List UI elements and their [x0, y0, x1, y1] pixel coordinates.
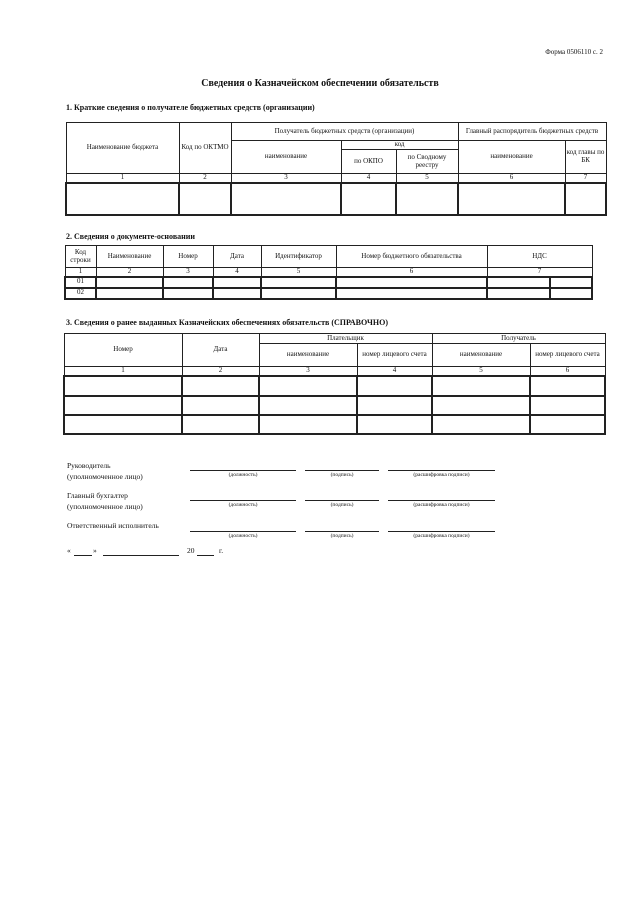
- head-decode-field[interactable]: (расшифровка подписи): [388, 470, 495, 478]
- input-cell[interactable]: [550, 277, 592, 288]
- input-cell[interactable]: [341, 183, 396, 215]
- date-year-prefix: 20: [187, 546, 195, 555]
- col-bk-code: код главы по БК: [565, 141, 606, 174]
- col-num: 2: [96, 268, 163, 277]
- executor-position-field[interactable]: (должность): [190, 531, 296, 539]
- form-number: Форма 0506110 с. 2: [545, 48, 603, 56]
- accountant-label: Главный бухгалтер: [67, 491, 128, 500]
- section1-heading: 1. Краткие сведения о получателе бюджетных средств (организации): [66, 103, 315, 112]
- head-position-field[interactable]: (должность): [190, 470, 296, 478]
- input-cell[interactable]: [357, 376, 432, 396]
- input-cell[interactable]: [530, 376, 605, 396]
- row-code: 02: [65, 288, 96, 299]
- page-title: Сведения о Казначейском обеспечении обязательств: [201, 78, 439, 89]
- section3-heading: 3. Сведения о ранее выданных Казначейских обеспечениях обязательств (СПРАВОЧНО): [66, 318, 389, 327]
- input-cell[interactable]: [530, 396, 605, 415]
- col-num: 7: [487, 268, 592, 277]
- accountant-signature-field[interactable]: (подпись): [305, 500, 379, 508]
- col-registry: по Сводному реестру: [396, 150, 458, 174]
- col-obligation: Номер бюджетного обязательства: [336, 246, 487, 268]
- col-num: 6: [336, 268, 487, 277]
- input-cell[interactable]: [530, 415, 605, 434]
- col-num: 2: [179, 174, 231, 183]
- col-number: Номер: [64, 334, 182, 367]
- section1-table: [65, 122, 607, 216]
- input-cell[interactable]: [458, 183, 565, 215]
- col-num: 3: [163, 268, 213, 277]
- input-cell[interactable]: [357, 396, 432, 415]
- input-cell[interactable]: [261, 288, 336, 299]
- col-recipient-name: наименование: [231, 141, 341, 174]
- col-num: 7: [565, 174, 606, 183]
- date-open-quote: «: [67, 546, 71, 555]
- date-year-field[interactable]: [197, 555, 214, 556]
- col-recipient-name: наименование: [432, 344, 530, 367]
- input-cell[interactable]: [565, 183, 606, 215]
- col-code: код: [341, 141, 458, 150]
- input-cell[interactable]: [259, 376, 357, 396]
- accountant-decode-field[interactable]: (расшифровка подписи): [388, 500, 495, 508]
- col-num: 4: [357, 367, 432, 376]
- input-cell[interactable]: [179, 183, 231, 215]
- col-manager: Главный распорядитель бюджетных средств: [458, 123, 606, 141]
- col-oktmo: Код по ОКТМО: [179, 123, 231, 174]
- input-cell[interactable]: [64, 396, 182, 415]
- input-cell[interactable]: [213, 277, 261, 288]
- col-row-code: Код строки: [65, 246, 96, 268]
- input-cell[interactable]: [487, 288, 550, 299]
- col-num: 4: [213, 268, 261, 277]
- row-code: 01: [65, 277, 96, 288]
- input-cell[interactable]: [336, 277, 487, 288]
- col-doc-date: Дата: [213, 246, 261, 268]
- head-signature-field[interactable]: (подпись): [305, 470, 379, 478]
- input-cell[interactable]: [182, 376, 259, 396]
- col-num: 5: [396, 174, 458, 183]
- head-label: Руководитель: [67, 461, 111, 470]
- col-doc-name: Наименование: [96, 246, 163, 268]
- input-cell[interactable]: [259, 415, 357, 434]
- col-num: 5: [432, 367, 530, 376]
- input-cell[interactable]: [96, 277, 163, 288]
- section2-heading: 2. Сведения о документе-основании: [66, 232, 195, 241]
- input-cell[interactable]: [213, 288, 261, 299]
- col-num: 4: [341, 174, 396, 183]
- col-manager-name: наименование: [458, 141, 565, 174]
- input-cell[interactable]: [182, 396, 259, 415]
- input-cell[interactable]: [64, 415, 182, 434]
- input-cell[interactable]: [336, 288, 487, 299]
- date-year-suffix: г.: [219, 546, 224, 555]
- input-cell[interactable]: [259, 396, 357, 415]
- input-cell[interactable]: [163, 288, 213, 299]
- col-doc-number: Номер: [163, 246, 213, 268]
- col-recipient: Получатель бюджетных средств (организации): [231, 123, 458, 141]
- col-num: 1: [65, 268, 96, 277]
- signatory-head: [67, 460, 143, 482]
- col-num: 1: [64, 367, 182, 376]
- col-payer: Плательщик: [259, 334, 432, 344]
- input-cell[interactable]: [261, 277, 336, 288]
- col-num: 1: [66, 174, 179, 183]
- input-cell[interactable]: [64, 376, 182, 396]
- executor-signature-field[interactable]: (подпись): [305, 531, 379, 539]
- accountant-position-field[interactable]: (должность): [190, 500, 296, 508]
- accountant-sub-label: (уполномоченное лицо): [67, 502, 143, 511]
- input-cell[interactable]: [96, 288, 163, 299]
- col-payer-account: номер лицевого счета: [357, 344, 432, 367]
- col-date: Дата: [182, 334, 259, 367]
- input-cell[interactable]: [231, 183, 341, 215]
- date-close-quote: »: [93, 546, 97, 555]
- col-num: 6: [458, 174, 565, 183]
- col-num: 2: [182, 367, 259, 376]
- input-cell[interactable]: [432, 396, 530, 415]
- col-vat: НДС: [487, 246, 592, 268]
- input-cell[interactable]: [432, 415, 530, 434]
- section3-table: [63, 333, 606, 435]
- input-cell[interactable]: [487, 277, 550, 288]
- col-payer-name: наименование: [259, 344, 357, 367]
- head-sub-label: (уполномоченное лицо): [67, 472, 143, 481]
- col-num: 3: [259, 367, 357, 376]
- date-day-field[interactable]: [74, 555, 92, 556]
- input-cell[interactable]: [163, 277, 213, 288]
- col-num: 5: [261, 268, 336, 277]
- executor-label: Ответственный исполнитель: [67, 521, 159, 530]
- col-recipient: Получатель: [432, 334, 605, 344]
- col-identifier: Идентификатор: [261, 246, 336, 268]
- date-month-field[interactable]: [103, 555, 179, 556]
- input-cell[interactable]: [396, 183, 458, 215]
- input-cell[interactable]: [550, 288, 592, 299]
- col-okpo: по ОКПО: [341, 150, 396, 174]
- col-num: 6: [530, 367, 605, 376]
- col-recipient-account: номер лицевого счета: [530, 344, 605, 367]
- input-cell[interactable]: [182, 415, 259, 434]
- executor-decode-field[interactable]: (расшифровка подписи): [388, 531, 495, 539]
- col-budget-name: Наименование бюджета: [66, 123, 179, 174]
- section2-table: [64, 245, 593, 300]
- signatory-accountant: [67, 490, 143, 512]
- col-num: 3: [231, 174, 341, 183]
- input-cell[interactable]: [432, 376, 530, 396]
- input-cell[interactable]: [357, 415, 432, 434]
- input-cell[interactable]: [66, 183, 179, 215]
